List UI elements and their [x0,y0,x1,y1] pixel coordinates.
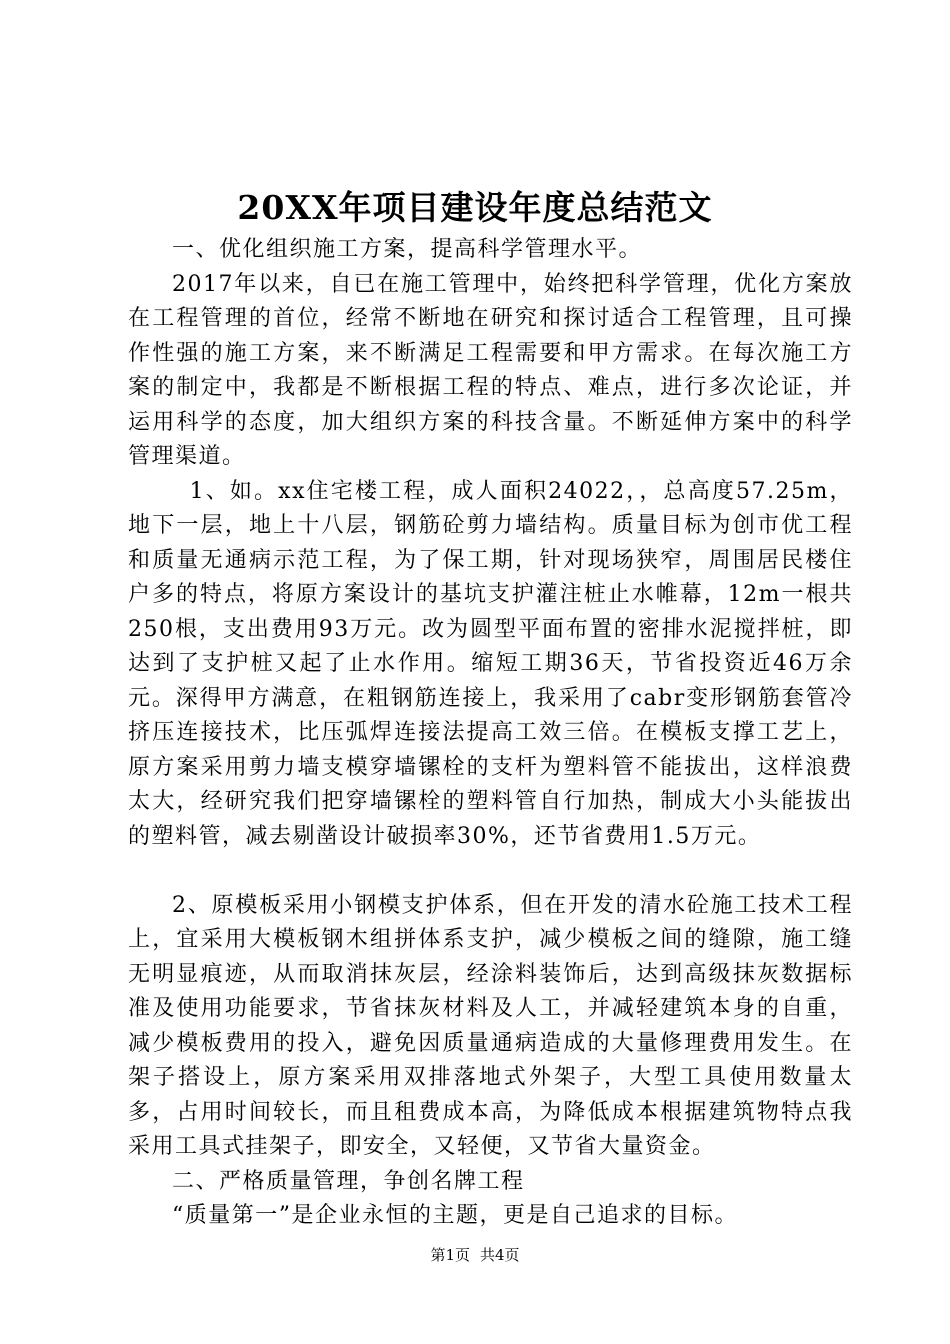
document-title: 20XX年项目建设年度总结范文 [237,188,713,227]
paragraph-item-1: 1、如。xx住宅楼工程，成人面积24022，，总高度57.25m，地下一层，地上十八层，钢筋砼剪力墙结构。质量目标为创市优工程和质量无通病示范工程，为了保工期，针对现场狭窄，周围居民楼住户多的特点，将原方案设计的基坑支护灌注桩止水帷幕，12m一根共250根，支出费用93万元。改为圆型平面布置的密排水泥搅拌桩，即达到了支护桩又起了止水作用。缩短工期36天，节省投资近46万余元。深得甲方满意，在粗钢筋连接上，我采用了cabr变形钢筋套管冷挤压连接技术，比压弧焊连接法提高工效三倍。在模板支撑工艺上，原方案采用剪力墙支模穿墙镙栓的支杆为塑料管不能拔出，这样浪费太大，经研究我们把穿墙镙栓的塑料管自行加热，制成大小头能拔出的塑料管，减去剔凿设计破损率30%，还节省费用1.5万元。 [128,478,853,849]
page-footer [0,1245,950,1265]
paragraph-quality: “质量第一”是企业永恒的主题，更是自己追求的目标。 [172,1203,738,1228]
page-total: 共4页 [480,1246,520,1264]
page-number: 第1页 [430,1246,470,1264]
paragraph-intro: 2017年以来，自已在施工管理中，始终把科学管理，优化方案放在工程管理的首位，经常不断地在研究和探讨适合工程管理，且可操作性强的施工方案，来不断满足工程需要和甲方需求。在每次施工方案的制定中，我都是不断根据工程的特点、难点，进行多次论证，并运用科学的态度，加大组织方案的科技含量。不断延伸方案中的科学管理渠道。 [128,271,853,469]
paragraph-item-2: 2、原模板采用小钢模支护体系，但在开发的清水砼施工技术工程上，宜采用大模板钢木组拼体系支护，减少模板之间的缝隙，施工缝无明显痕迹，从而取消抹灰层，经涂料装饰后，达到高级抹灰数据标准及使用功能要求，节省抹灰材料及人工，并减轻建筑本身的自重，减少模板费用的投入，避免因质量通病造成的大量修理费用发生。在架子搭设上，原方案采用双排落地式外架子，大型工具使用数量太多，占用时间较长，而且租费成本高，为降低成本根据建筑物特点我采用工具式挂架子，即安全，又轻便，又节省大量资金。 [128,892,853,1159]
section-heading-2: 二、严格质量管理，争创名牌工程 [172,1168,525,1194]
section-heading-1: 一、优化组织施工方案，提高科学管理水平。 [172,237,643,262]
document-body [128,233,853,1234]
blank-line [128,854,853,889]
